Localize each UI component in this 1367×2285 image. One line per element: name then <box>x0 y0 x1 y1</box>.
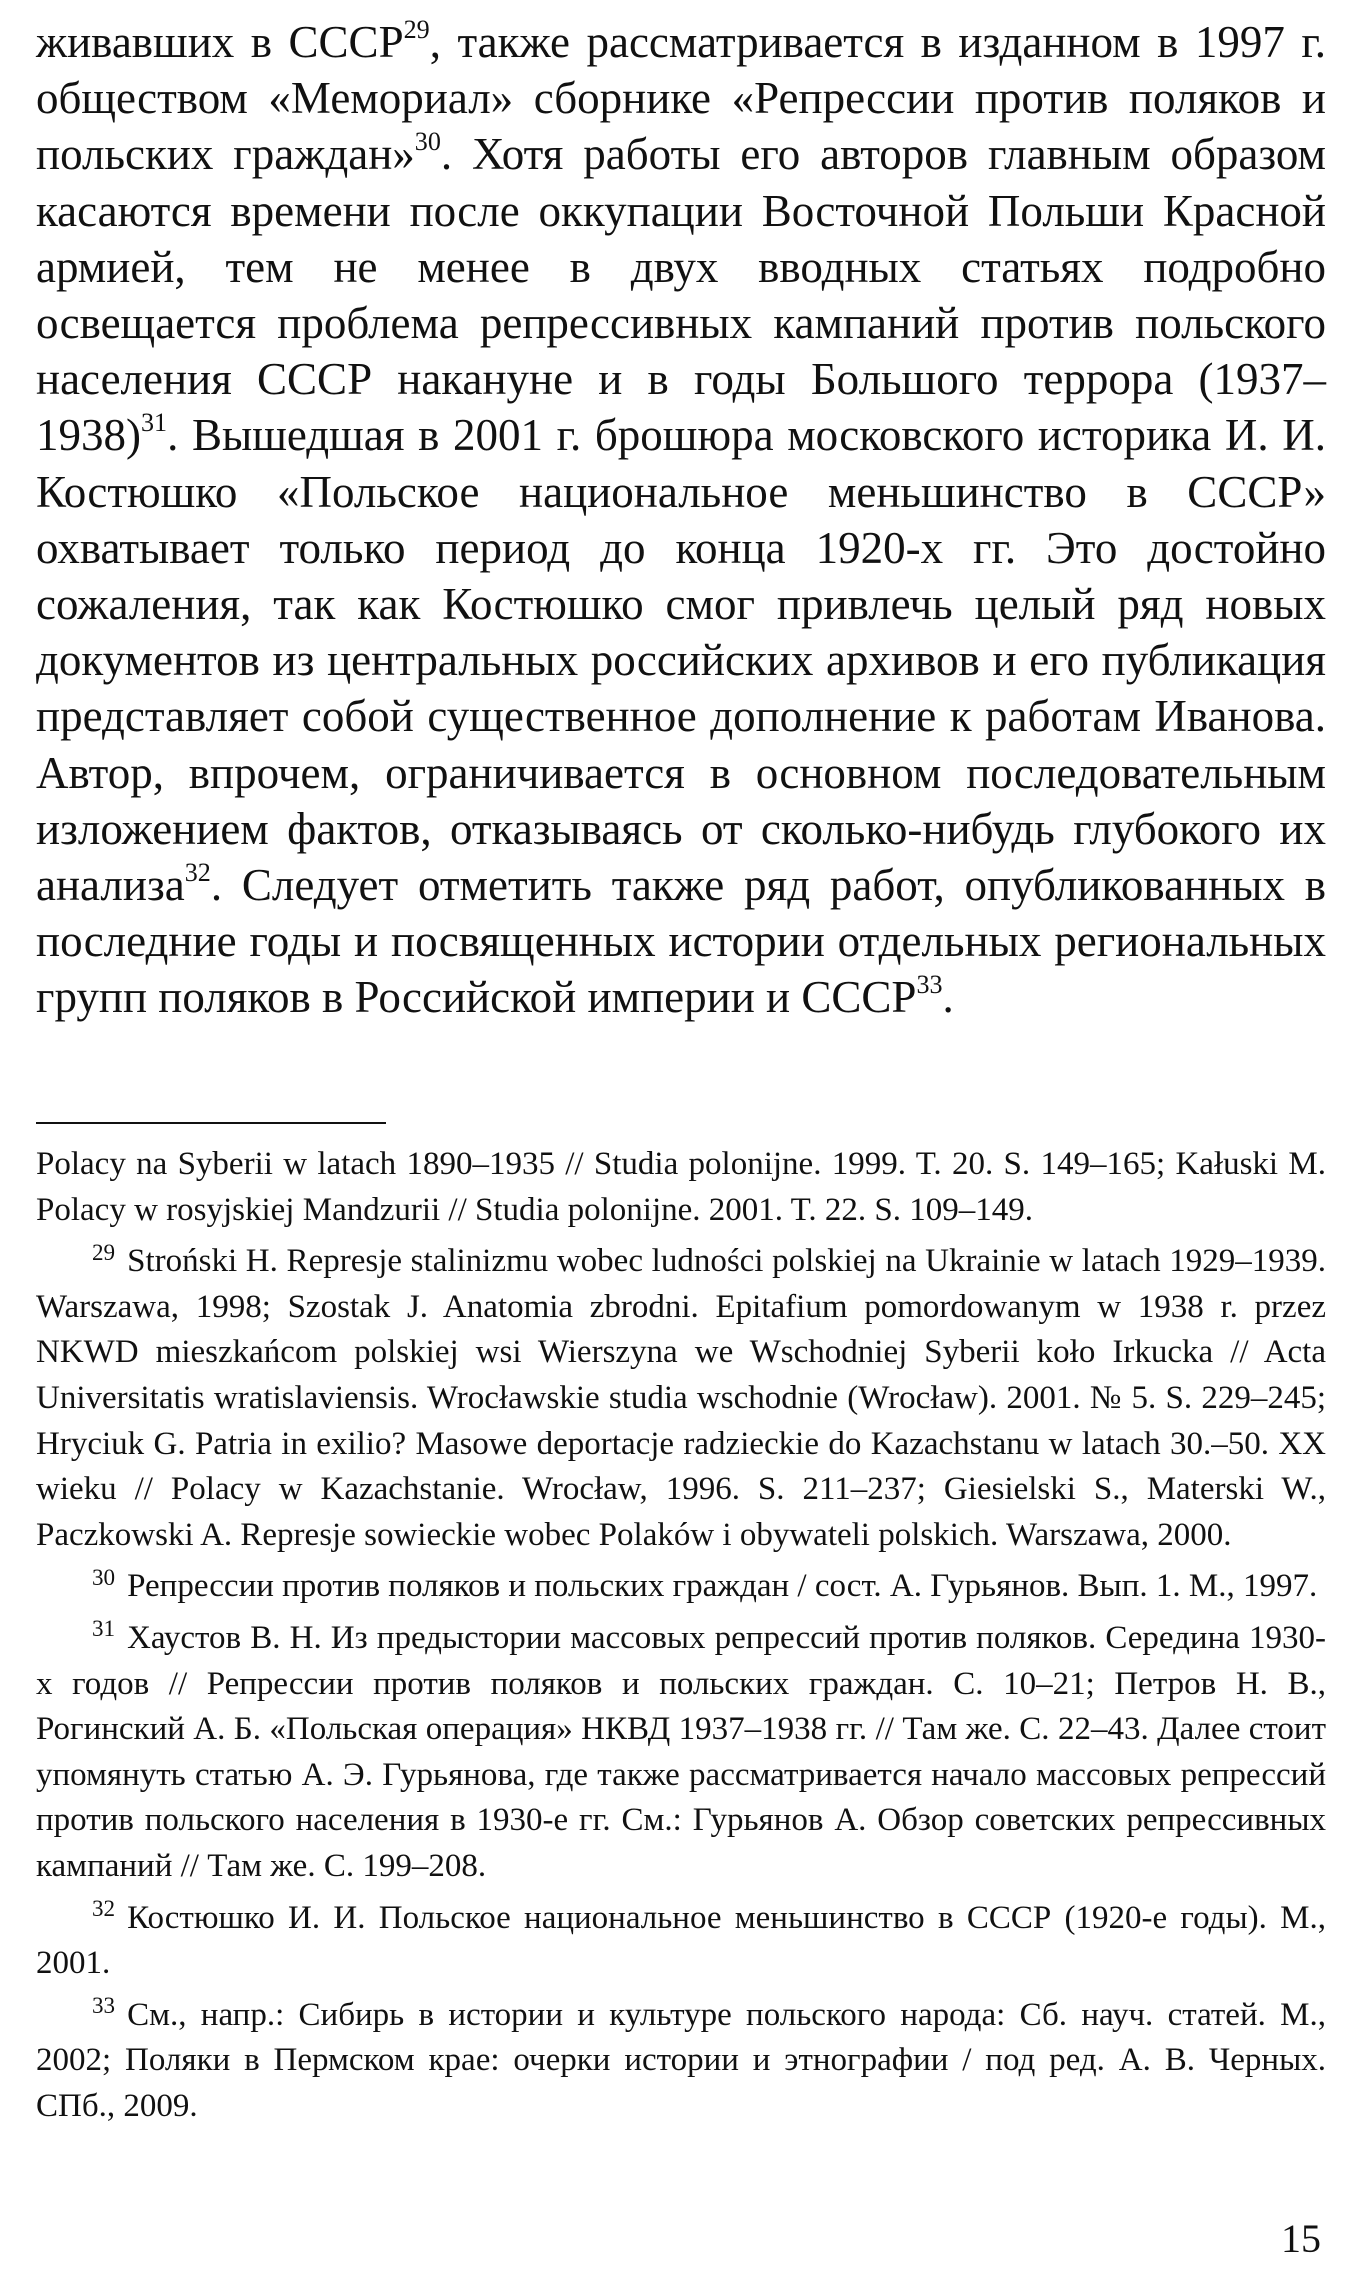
footnote-text: См., напр.: Сибирь в истории и культуре польского народа: Сб. науч. статей. М., 2002; Поляки в Пермском крае: очерки истории и этнографии / под ред. А. В. Черных. СПб., 2009. <box>36 1996 1326 2124</box>
footnote-32 <box>36 1896 1326 1987</box>
footnote-number: 33 <box>92 1992 116 2019</box>
body-text-segment: , также рассматривается в изданном в 1997 г. обществом «Мемориал» сборнике «Репрессии против поляков и польских граждан» <box>36 17 1326 180</box>
body-text <box>36 14 1326 1026</box>
body-text-segment: . Вышедшая в 2001 г. брошюра московского историка И. И. Костюшко «Польское национальное меньшинство в СССР» охватывает только период до конца 1920-х гг. Это достойно сожаления, так как Костюшко смог привлечь целый ряд новых документов из центральных российских архивов и его публикация представляет собой существенное дополнение к работам Иванова. Автор, впрочем, ограничивается в основном последовательным изложением фактов, отказываясь от сколько-нибудь глубокого их анализа <box>36 410 1326 911</box>
footnote-continued: Polacy na Syberii w latach 1890–1935 // Studia polonijne. 1999. T. 20. S. 149–165; Kałuski M. Polacy w rosyjskiej Mandzurii // Studia polonijne. 2001. T. 22. S. 109–149. <box>36 1146 1326 1228</box>
footnotes <box>36 1142 1326 2135</box>
body-text-segment: . <box>942 972 954 1023</box>
footnote-number: 31 <box>92 1615 116 1642</box>
footnote-ref: 30 <box>414 127 441 157</box>
footnote-text: Хаустов В. Н. Из предыстории массовых репрессий против поляков. Середина 1930-х годов // Репрессии против поляков и польских граждан. С. 10–21; Петров Н. В., Рогинский А. Б. «Польская операция» НКВД 1937–1938 гг. // Там же. С. 22–43. Далее стоит упомянуть статью А. Э. Гурьянова, где также рассматривается начало массовых репрессий против польского населения в 1930-е гг. См.: Гурьянов А. Обзор советских репрессивных кампаний // Там же. С. 199–208. <box>36 1619 1326 1884</box>
footnote-number: 29 <box>92 1238 116 1265</box>
footnote-ref: 33 <box>916 970 943 1000</box>
footnote-text: Stroński H. Represje stalinizmu wobec ludności polskiej na Ukrainie w latach 1929–1939. Warszawa, 1998; Szostak J. Anatomia zbrodni. Epitafium pomordowanym w 1938 r. przez NKWD mieszkańcom polskiej wsi Wierszyna we Wschodniej Syberii koło Irkucka // Acta Universitatis wratislaviensis. Wrocławskie studia wschodnie (Wrocław). 2001. № 5. S. 229–245; Hryciuk G. Patria in exilio? Masowe deportacje radzieckie do Kazachstanu w latach 30.–50. XX wieku // Polacy w Kazachstanie. Wrocław, 1996. S. 211–237; Giesielski S., Materski W., Paczkowski A. Represje sowieckie wobec Polaków i obywateli polskich. Warszawa, 2000. <box>36 1243 1326 1553</box>
footnote-ref: 32 <box>184 858 211 888</box>
footnote-ref: 31 <box>141 408 168 438</box>
footnote-number: 30 <box>92 1563 116 1590</box>
footnote-29 <box>36 1239 1326 1558</box>
footnote-ref: 29 <box>403 15 430 45</box>
page-number: 15 <box>1281 2216 1321 2261</box>
footnote-33 <box>36 1993 1326 2130</box>
footnote-text: Костюшко И. И. Польское национальное меньшинство в СССР (1920-е годы). М., 2001. <box>36 1899 1326 1982</box>
body-paragraph <box>36 14 1326 1026</box>
footnote-text: Репрессии против поляков и польских граждан / сост. А. Гурьянов. Вып. 1. М., 1997. <box>127 1568 1318 1605</box>
footnote-30 <box>36 1564 1326 1610</box>
footnote-separator <box>36 1122 386 1124</box>
body-text-segment: . Следует отметить также ряд работ, опубликованных в последние годы и посвященных истории отдельных региональных групп поляков в Российской империи и СССР <box>36 860 1326 1023</box>
body-text-segment: живавших в СССР <box>36 17 404 67</box>
footnote-number: 32 <box>92 1894 116 1921</box>
body-text-segment: . Хотя работы его авторов главным образом касаются времени после оккупации Восточной Польши Красной армией, тем не менее в двух вводных статьях подробно освещается проблема репрессивных кампаний против польского населения СССР накануне и в годы Большого террора (1937–1938) <box>36 129 1327 461</box>
footnote-31 <box>36 1616 1326 1890</box>
